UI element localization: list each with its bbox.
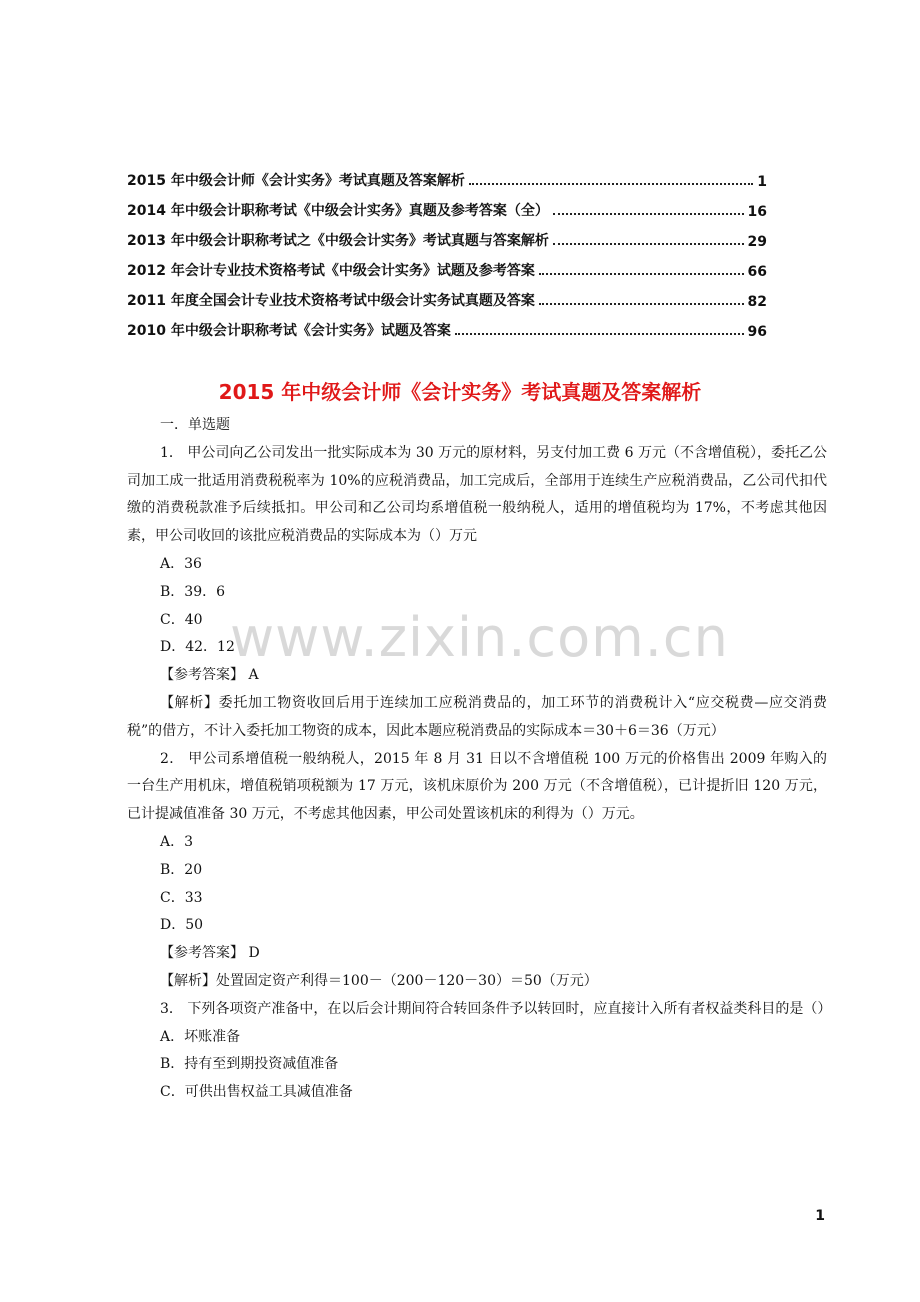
question-2-stem: 2． 甲公司系增值税一般纳税人，2015 年 8 月 31 日以不含增值税 100 万元的价格售出 2009 年购入的一台生产用机床，增值税销项税额为 17 万元，该机床原价为 200 万元（不含增值税），已计提折旧 120 万元，已计提减值准备 30 万元，不考虑其他因素，甲公司处置该机床的利得为（）万元。 (127, 750, 827, 823)
toc-leader (455, 333, 744, 335)
option: D．50 (160, 917, 204, 934)
option: B．20 (160, 861, 203, 878)
question-3-stem: 3． 下列各项资产准备中，在以后会计期间符合转回条件予以转回时，应直接计入所有者权益类科目的是（） (160, 1000, 832, 1017)
toc-entry-title: 2010 年中级会计职称考试《会计实务》试题及答案 (127, 323, 451, 339)
toc-entry-page: 16 (747, 204, 767, 220)
answer: 【参考答案】 D (160, 945, 260, 962)
toc-entry-page: 66 (747, 264, 767, 280)
toc-entry[interactable] (127, 190, 767, 220)
page-number: 1 (815, 1208, 825, 1224)
toc-entry-page: 1 (757, 174, 767, 190)
analysis: 【解析】委托加工物资收回后用于连续加工应税消费品的，加工环节的消费税计入“应交税费—应交消费税”的借方，不计入委托加工物资的成本，因此本题应税消费品的实际成本＝30＋6＝36（万元） (127, 694, 827, 739)
section-heading: 一．单选题 (160, 417, 230, 433)
question-1-stem: 1． 甲公司向乙公司发出一批实际成本为 30 万元的原材料，另支付加工费 6 万元（不含增值税），委托乙公司加工成一批适用消费税税率为 10%的应税消费品，加工完成后，全部用于连续生产应税消费品，乙公司代扣代缴的消费税款准予后续抵扣。甲公司和乙公司均系增值税一般纳税人，适用的增值税均为 17%，不考虑其他因素，甲公司收回的该批应税消费品的实际成本为（）万元 (127, 444, 827, 545)
option: C．40 (160, 611, 203, 628)
toc-entry-page: 29 (747, 234, 767, 250)
option: B．持有至到期投资减值准备 (160, 1056, 339, 1073)
analysis: 【解析】处置固定资产利得＝100－（200－120－30）＝50（万元） (160, 972, 598, 989)
toc-entry-page: 82 (747, 294, 767, 310)
option: A．3 (160, 833, 194, 850)
toc-entry[interactable] (127, 220, 767, 250)
document-title: 2015 年中级会计师《会计实务》考试真题及答案解析 (218, 380, 702, 404)
option: A．坏账准备 (160, 1028, 241, 1045)
document-body (127, 412, 832, 1107)
toc-entry-title: 2014 年中级会计职称考试《中级会计实务》真题及参考答案（全） (127, 203, 549, 219)
toc-leader (539, 273, 744, 275)
toc-entry-title: 2015 年中级会计师《会计实务》考试真题及答案解析 (127, 173, 465, 189)
answer: 【参考答案】 A (160, 667, 259, 684)
option: C．33 (160, 889, 203, 906)
toc-entry[interactable] (127, 280, 767, 310)
toc-leader (469, 183, 753, 185)
table-of-contents (127, 160, 767, 340)
option: C．可供出售权益工具减值准备 (160, 1084, 353, 1101)
toc-entry-page: 96 (747, 324, 767, 340)
toc-entry-title: 2013 年中级会计职称考试之《中级会计实务》考试真题与答案解析 (127, 233, 549, 249)
option: A．36 (160, 555, 202, 572)
toc-entry-title: 2012 年会计专业技术资格考试《中级会计实务》试题及参考答案 (127, 263, 535, 279)
toc-entry[interactable] (127, 160, 767, 190)
option: D．42．12 (160, 639, 235, 656)
toc-leader (553, 213, 744, 215)
watermark: www.zixin.com.cn (230, 606, 729, 669)
toc-entry[interactable] (127, 310, 767, 340)
option: B．39．6 (160, 583, 226, 600)
toc-leader (553, 243, 744, 245)
toc-leader (539, 303, 744, 305)
toc-entry[interactable] (127, 250, 767, 280)
toc-entry-title: 2011 年度全国会计专业技术资格考试中级会计实务试真题及答案 (127, 293, 535, 309)
